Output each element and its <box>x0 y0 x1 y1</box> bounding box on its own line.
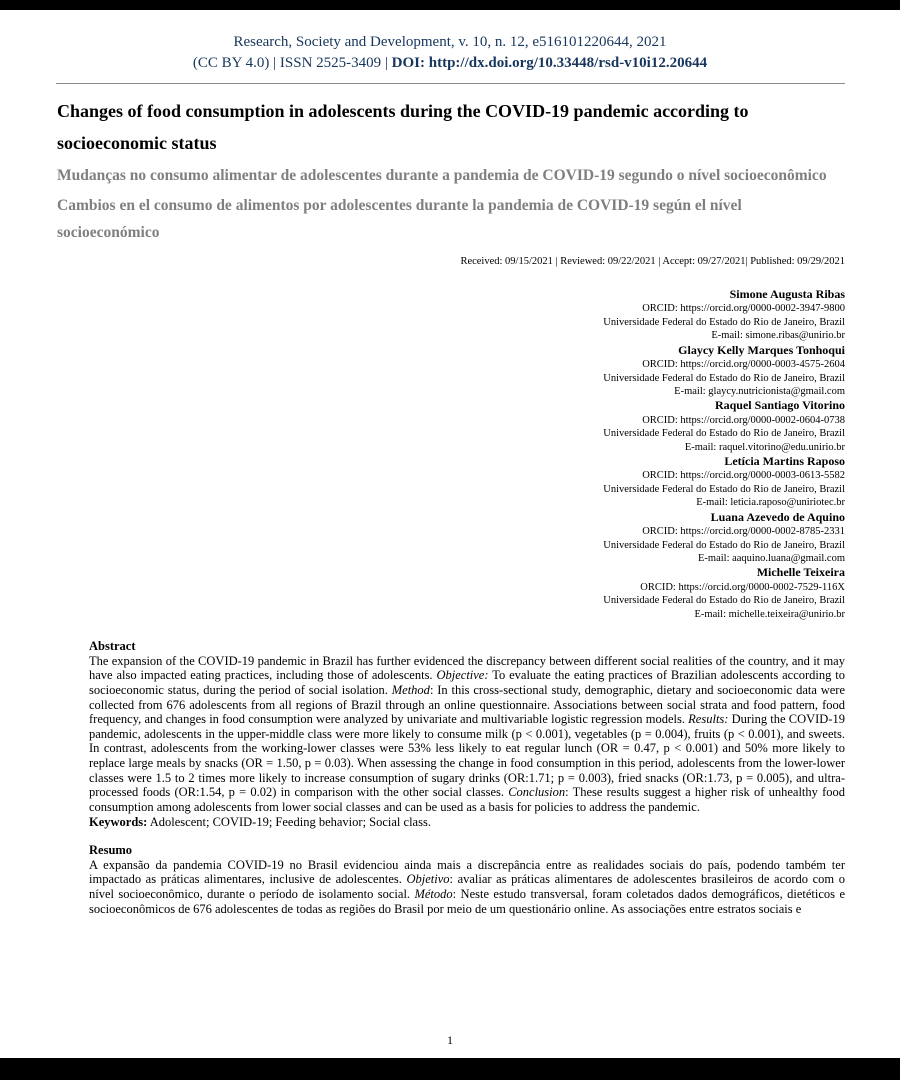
abstract-section <box>89 639 845 829</box>
resumo-section <box>89 843 845 916</box>
abstract-keywords <box>89 815 845 830</box>
author-email: E-mail: michelle.teixeira@unirio.br <box>694 608 845 620</box>
author-name: Letícia Martins Raposo <box>724 454 845 469</box>
author-block <box>57 565 845 621</box>
bottom-border-bar <box>0 1058 900 1080</box>
author-name: Glaycy Kelly Marques Tonhoqui <box>678 342 845 357</box>
author-email: E-mail: simone.ribas@unirio.br <box>711 330 845 342</box>
article-title-spanish: Cambios en el consumo de alimentos por adolescentes durante la pandemia de COVID-19 según el nível socioeconómico <box>57 197 742 241</box>
author-block <box>57 510 845 566</box>
author-affiliation: Universidade Federal do Estado do Rio de Janeiro, Brazil <box>603 539 845 551</box>
top-border-bar <box>0 0 900 10</box>
authors-block <box>57 287 845 621</box>
abstract-body: The expansion of the COVID-19 pandemic in Brazil has further evidenced the discrepancy between different social realities of the country, and it may have also impacted eating practices, including those of adolescents. Objective: To evaluate the eating practices of Brazilian adolescents according to socioeconomic status, during the period of social isolation. Method: In this cross-sectional study, demographic, dietary and socioeconomic data were collected from 676 adolescents from all regions of Brazil through an online questionnaire. Associations between social strata and food pattern, food frequency, and changes in food consumption were analyzed by univariate and multivariable logistic regression models. Results: During the COVID-19 pandemic, adolescents in the upper-middle class were more likely to consume milk (p < 0.001), vegetables (p = 0.004), fruits (p < 0.001), and sweets. In contrast, adolescents from the working-lower classes were 53% less likely to eat regular lunch (OR = 0.47, p < 0.001) and 50% more likely to replace large meals by snacks (OR = 1.50, p = 0.03). When assessing the change in food consumption in this period, adolescents from the lower-lower classes were 1.5 to 2 times more likely to increase consumption of sugary drinks (OR:1.71; p = 0.003), fried snacks (OR:1.73, p = 0.005), and ultra-processed foods (OR:1.54, p = 0.02) in comparison with the other social classes. Conclusion: These results suggest a higher risk of unhealthy food consumption among adolescents from lower social classes and can be used as a basis for policies to address the pandemic. <box>89 653 846 814</box>
author-block <box>57 287 845 343</box>
header-divider <box>56 83 845 84</box>
article-content <box>0 96 900 916</box>
author-affiliation: Universidade Federal do Estado do Rio de Janeiro, Brazil <box>603 428 845 440</box>
author-affiliation: Universidade Federal do Estado do Rio de Janeiro, Brazil <box>603 483 845 495</box>
author-block <box>57 454 845 510</box>
author-affiliation: Universidade Federal do Estado do Rio de Janeiro, Brazil <box>603 372 845 384</box>
author-name: Simone Augusta Ribas <box>729 287 845 302</box>
author-orcid: ORCID: https://orcid.org/0000-0002-7529-116X <box>640 581 845 593</box>
resumo-heading: Resumo <box>89 843 133 858</box>
author-name: Raquel Santiago Vitorino <box>714 398 845 413</box>
article-title-english: Changes of food consumption in adolescents during the COVID-19 pandemic according to socioeconomic status <box>57 101 749 153</box>
page-number: 1 <box>447 1033 453 1047</box>
journal-header <box>0 32 900 74</box>
author-block <box>57 343 845 399</box>
article-title-portuguese: Mudanças no consumo alimentar de adolescentes durante a pandemia de COVID-19 segundo o nível socioeconômico <box>57 167 827 184</box>
review-dates-line: Received: 09/15/2021 | Reviewed: 09/22/2021 | Accept: 09/27/2021| Published: 09/29/2021 <box>460 256 845 268</box>
journal-header-line1: Research, Society and Development, v. 10, n. 12, e516101220644, 2021 <box>233 34 667 50</box>
author-orcid: ORCID: https://orcid.org/0000-0003-0613-5582 <box>642 470 845 482</box>
keywords-text: Adolescent; COVID-19; Feeding behavior; Social class. <box>147 814 431 829</box>
author-affiliation: Universidade Federal do Estado do Rio de Janeiro, Brazil <box>603 316 845 328</box>
author-orcid: ORCID: https://orcid.org/0000-0002-0604-0738 <box>642 414 845 426</box>
author-orcid: ORCID: https://orcid.org/0000-0003-4575-2604 <box>642 359 845 371</box>
author-email: E-mail: glaycy.nutricionista@gmail.com <box>674 385 845 397</box>
author-orcid: ORCID: https://orcid.org/0000-0002-8785-2331 <box>642 526 845 538</box>
author-block <box>57 398 845 454</box>
author-affiliation: Universidade Federal do Estado do Rio de Janeiro, Brazil <box>603 595 845 607</box>
author-name: Luana Azevedo de Aquino <box>710 509 845 524</box>
journal-header-line2: (CC BY 4.0) | ISSN 2525-3409 | DOI: http://dx.doi.org/10.33448/rsd-v10i12.20644 <box>192 55 708 71</box>
author-email: E-mail: raquel.vitorino@edu.unirio.br <box>684 441 845 453</box>
author-orcid: ORCID: https://orcid.org/0000-0002-3947-9800 <box>642 303 845 315</box>
abstract-heading: Abstract <box>89 639 136 654</box>
author-email: E-mail: aaquino.luana@gmail.com <box>698 552 845 564</box>
author-email: E-mail: leticia.raposo@uniriotec.br <box>696 497 845 509</box>
author-name: Michelle Teixeira <box>756 565 845 580</box>
keywords-label: Keywords: <box>89 814 148 829</box>
resumo-body: A expansão da pandemia COVID-19 no Brasil evidenciou ainda mais a discrepância entre as realidades sociais do país, podendo também ter impactado as práticas alimentares, inclusive de adolescentes. Objetivo: avaliar as práticas alimentares de adolescentes brasileiros de acordo com o nível socioeconômico, durante o período de isolamento social. Método: Neste estudo transversal, foram coletados dados demográficos, dietéticos e socioeconômicos de 676 adolescentes de todas as regiões do Brasil por meio de um questionário online. As associações entre estratos sociais e <box>89 857 845 916</box>
